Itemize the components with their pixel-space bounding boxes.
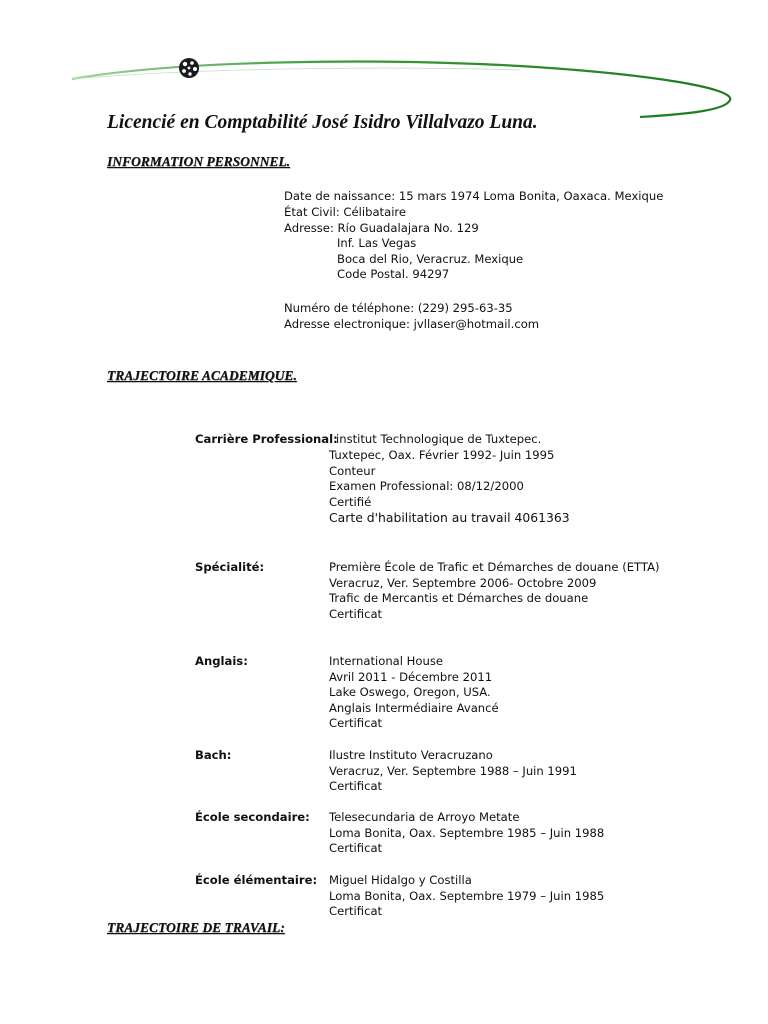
entry-label-elementaire: École élémentaire: [195,873,318,887]
career-label: Carrière Professional: [195,432,338,446]
entry-label-anglais: Anglais: [195,654,248,668]
swoosh-curve [72,62,730,117]
section-heading-academic: TRAJECTOIRE ACADEMIQUE. [107,368,297,383]
entry-line: Certificat [329,606,383,621]
career-line: Conteur [329,463,376,478]
header-swoosh [0,0,768,130]
entry-line: Avril 2011 - Décembre 2011 [329,669,493,684]
entry-block-specialite [329,560,660,622]
career-line: Carte d'habilitation au travail 4061363 [329,510,570,526]
section-heading-work: TRAJECTOIRE DE TRAVAIL: [107,920,285,935]
career-line: Tuxtepec, Oax. Février 1992- Juin 1995 [329,448,555,462]
career-line: Examen Professional: 08/12/2000 [329,479,524,494]
career-block [336,432,541,448]
entry-line: Telesecundaria de Arroyo Metate [329,810,520,824]
entry-line: Certificat [329,716,383,731]
entry-line: Lake Oswego, Oregon, USA. [329,685,491,700]
entry-block-elementaire [329,873,604,920]
entry-line: Première École de Trafic et Démarches de douane (ETTA) [329,560,660,574]
entry-line: Anglais Intermédiaire Avancé [329,700,499,715]
entry-label-specialite: Spécialité: [195,560,265,574]
entry-line: Loma Bonita, Oax. Septembre 1985 – Juin 1988 [329,825,605,840]
phone-number: Numéro de téléphone: (229) 295-63-35 [284,301,513,315]
email-address: Adresse electronique: jvllaser@hotmail.com [284,317,540,331]
entry-line: Certificat [329,841,383,856]
document-title: Licencié en Comptabilité José Isidro Villalvazo Luna. [107,112,538,133]
address-line-4: Code Postal. 94297 [337,267,450,281]
career-details [329,448,570,526]
entry-line: Loma Bonita, Oax. Septembre 1979 – Juin 1985 [329,888,605,903]
career-line: Certifié [329,494,372,509]
address-line-1: Adresse: Río Guadalajara No. 129 [284,221,479,235]
entry-line: Ilustre Instituto Veracruzano [329,748,493,762]
address-line-3: Boca del Rio, Veracruz. Mexique [337,252,524,266]
career-line: institut Technologique de Tuxtepec. [336,432,542,446]
entry-block-anglais [329,654,499,732]
entry-line: Certificat [329,779,383,794]
address-line-2: Inf. Las Vegas [337,236,417,250]
decorative-ball-icon [179,58,199,78]
entry-line: International House [329,654,444,668]
entry-line: Trafic de Mercantis et Démarches de douane [329,591,589,606]
section-heading-personal: INFORMATION PERSONNEL. [107,154,291,169]
entry-block-bach [329,748,577,795]
entry-block-secondaire [329,810,604,857]
entry-line: Certificat [329,904,383,919]
entry-line: Veracruz, Ver. Septembre 1988 – Juin 1991 [329,763,577,778]
entry-line: Miguel Hidalgo y Costilla [329,873,472,887]
entry-line: Veracruz, Ver. Septembre 2006- Octobre 2009 [329,575,597,590]
entry-label-bach: Bach: [195,748,232,762]
civil-status: État Civil: Célibataire [284,205,407,219]
birth-info: Date de naissance: 15 mars 1974 Loma Bonita, Oaxaca. Mexique [284,189,664,203]
entry-label-secondaire: École secondaire: [195,810,310,824]
